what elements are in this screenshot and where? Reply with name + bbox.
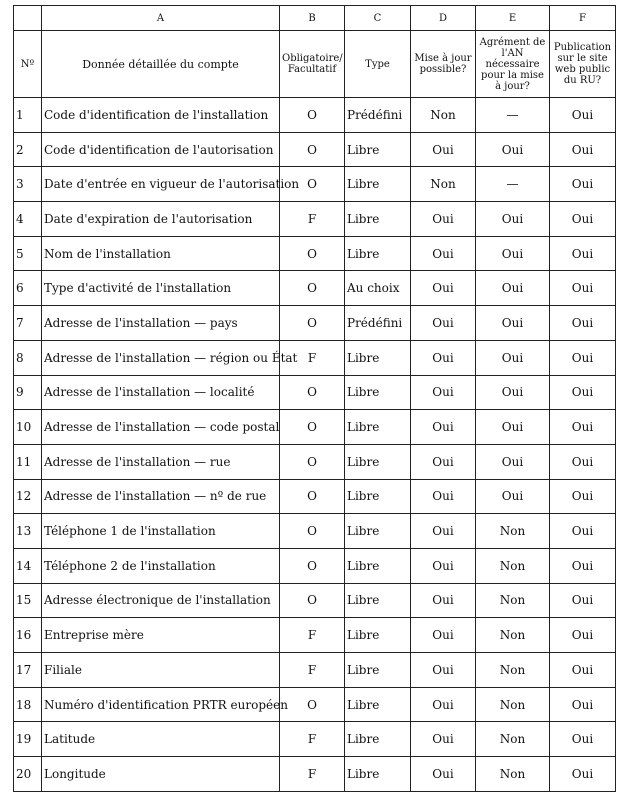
account-detail-cell: Nom de l'installation bbox=[42, 236, 280, 271]
approval-required-cell: Non bbox=[476, 514, 550, 549]
row-number: 15 bbox=[14, 583, 42, 618]
account-detail-cell: Adresse de l'installation — région ou État bbox=[42, 340, 280, 375]
header-approval-required: Agrément de l'AN nécessaire pour la mise à jour? bbox=[476, 31, 550, 98]
approval-required-cell: Oui bbox=[476, 271, 550, 306]
column-letter: C bbox=[345, 6, 411, 31]
publication-cell: Oui bbox=[550, 167, 616, 202]
row-number: 12 bbox=[14, 479, 42, 514]
update-possible-cell: Oui bbox=[411, 757, 476, 792]
account-detail-cell: Adresse de l'installation — localité bbox=[42, 375, 280, 410]
table-row bbox=[14, 479, 616, 514]
header-type: Type bbox=[345, 31, 411, 98]
mandatory-optional-cell: F bbox=[280, 202, 345, 237]
update-possible-cell: Non bbox=[411, 98, 476, 133]
mandatory-optional-cell: O bbox=[280, 479, 345, 514]
approval-required-cell: Non bbox=[476, 687, 550, 722]
column-letter: E bbox=[476, 6, 550, 31]
type-cell: Libre bbox=[345, 514, 411, 549]
table-row bbox=[14, 410, 616, 445]
mandatory-optional-cell: O bbox=[280, 444, 345, 479]
row-number: 5 bbox=[14, 236, 42, 271]
publication-cell: Oui bbox=[550, 722, 616, 757]
publication-cell: Oui bbox=[550, 618, 616, 653]
publication-cell: Oui bbox=[550, 98, 616, 133]
approval-required-cell: Oui bbox=[476, 236, 550, 271]
account-detail-cell: Type d'activité de l'installation bbox=[42, 271, 280, 306]
type-cell: Libre bbox=[345, 618, 411, 653]
approval-required-cell: Oui bbox=[476, 202, 550, 237]
mandatory-optional-cell: O bbox=[280, 132, 345, 167]
account-detail-cell: Adresse de l'installation — pays bbox=[42, 306, 280, 341]
type-cell: Prédéfini bbox=[345, 306, 411, 341]
approval-required-cell: Non bbox=[476, 757, 550, 792]
table-body bbox=[14, 98, 616, 792]
row-number: 6 bbox=[14, 271, 42, 306]
mandatory-optional-cell: O bbox=[280, 687, 345, 722]
column-header-row bbox=[14, 31, 616, 98]
header-mandatory-optional: Obligatoire/ Facultatif bbox=[280, 31, 345, 98]
account-detail-cell: Date d'expiration de l'autorisation bbox=[42, 202, 280, 237]
row-number: 4 bbox=[14, 202, 42, 237]
mandatory-optional-cell: O bbox=[280, 548, 345, 583]
account-detail-cell: Adresse de l'installation — code postal bbox=[42, 410, 280, 445]
table-row bbox=[14, 618, 616, 653]
account-detail-cell: Latitude bbox=[42, 722, 280, 757]
approval-required-cell: Oui bbox=[476, 375, 550, 410]
row-number: 11 bbox=[14, 444, 42, 479]
account-detail-cell: Code d'identification de l'autorisation bbox=[42, 132, 280, 167]
type-cell: Libre bbox=[345, 340, 411, 375]
approval-required-cell: Non bbox=[476, 548, 550, 583]
publication-cell: Oui bbox=[550, 375, 616, 410]
table-row bbox=[14, 375, 616, 410]
table-row bbox=[14, 687, 616, 722]
column-letter: A bbox=[42, 6, 280, 31]
approval-required-cell: Oui bbox=[476, 444, 550, 479]
row-number: 10 bbox=[14, 410, 42, 445]
table-row bbox=[14, 202, 616, 237]
mandatory-optional-cell: O bbox=[280, 98, 345, 133]
update-possible-cell: Oui bbox=[411, 479, 476, 514]
table-row bbox=[14, 306, 616, 341]
column-letter-row bbox=[14, 6, 616, 31]
mandatory-optional-cell: O bbox=[280, 271, 345, 306]
publication-cell: Oui bbox=[550, 202, 616, 237]
account-detail-cell: Téléphone 1 de l'installation bbox=[42, 514, 280, 549]
type-cell: Libre bbox=[345, 132, 411, 167]
table-row bbox=[14, 548, 616, 583]
row-number: 9 bbox=[14, 375, 42, 410]
update-possible-cell: Oui bbox=[411, 202, 476, 237]
mandatory-optional-cell: F bbox=[280, 618, 345, 653]
type-cell: Libre bbox=[345, 479, 411, 514]
row-number: 7 bbox=[14, 306, 42, 341]
publication-cell: Oui bbox=[550, 306, 616, 341]
account-detail-cell: Date d'entrée en vigueur de l'autorisation bbox=[42, 167, 280, 202]
publication-cell: Oui bbox=[550, 583, 616, 618]
column-letter: B bbox=[280, 6, 345, 31]
mandatory-optional-cell: F bbox=[280, 653, 345, 688]
column-letter: D bbox=[411, 6, 476, 31]
publication-cell: Oui bbox=[550, 653, 616, 688]
table-row bbox=[14, 583, 616, 618]
type-cell: Libre bbox=[345, 722, 411, 757]
update-possible-cell: Non bbox=[411, 167, 476, 202]
row-number: 2 bbox=[14, 132, 42, 167]
mandatory-optional-cell: O bbox=[280, 236, 345, 271]
table-row bbox=[14, 167, 616, 202]
type-cell: Libre bbox=[345, 687, 411, 722]
update-possible-cell: Oui bbox=[411, 548, 476, 583]
approval-required-cell: Non bbox=[476, 618, 550, 653]
mandatory-optional-cell: O bbox=[280, 306, 345, 341]
type-cell: Libre bbox=[345, 444, 411, 479]
table-row bbox=[14, 236, 616, 271]
approval-required-cell: — bbox=[476, 98, 550, 133]
account-detail-cell: Entreprise mère bbox=[42, 618, 280, 653]
type-cell: Libre bbox=[345, 653, 411, 688]
account-detail-cell: Adresse de l'installation — rue bbox=[42, 444, 280, 479]
update-possible-cell: Oui bbox=[411, 618, 476, 653]
approval-required-cell: Non bbox=[476, 653, 550, 688]
update-possible-cell: Oui bbox=[411, 236, 476, 271]
table-row bbox=[14, 757, 616, 792]
publication-cell: Oui bbox=[550, 236, 616, 271]
header-update-possible: Mise à jour possible? bbox=[411, 31, 476, 98]
row-number: 3 bbox=[14, 167, 42, 202]
publication-cell: Oui bbox=[550, 132, 616, 167]
type-cell: Au choix bbox=[345, 271, 411, 306]
header-no: Nº bbox=[14, 31, 42, 98]
row-number: 1 bbox=[14, 98, 42, 133]
row-number: 8 bbox=[14, 340, 42, 375]
update-possible-cell: Oui bbox=[411, 722, 476, 757]
update-possible-cell: Oui bbox=[411, 444, 476, 479]
table-row bbox=[14, 514, 616, 549]
account-detail-cell: Filiale bbox=[42, 653, 280, 688]
mandatory-optional-cell: O bbox=[280, 410, 345, 445]
approval-required-cell: Non bbox=[476, 583, 550, 618]
type-cell: Libre bbox=[345, 167, 411, 202]
row-number: 16 bbox=[14, 618, 42, 653]
type-cell: Libre bbox=[345, 757, 411, 792]
account-detail-cell: Numéro d'identification PRTR européen bbox=[42, 687, 280, 722]
publication-cell: Oui bbox=[550, 479, 616, 514]
update-possible-cell: Oui bbox=[411, 410, 476, 445]
update-possible-cell: Oui bbox=[411, 514, 476, 549]
account-detail-cell: Adresse de l'installation — nº de rue bbox=[42, 479, 280, 514]
column-letter: F bbox=[550, 6, 616, 31]
account-detail-cell: Code d'identification de l'installation bbox=[42, 98, 280, 133]
account-details-table bbox=[13, 5, 616, 792]
approval-required-cell: Non bbox=[476, 722, 550, 757]
publication-cell: Oui bbox=[550, 410, 616, 445]
table-row bbox=[14, 653, 616, 688]
update-possible-cell: Oui bbox=[411, 306, 476, 341]
header-public-publication: Publication sur le site web public du RU? bbox=[550, 31, 616, 98]
header-account-detail: Donnée détaillée du compte bbox=[42, 31, 280, 98]
type-cell: Libre bbox=[345, 410, 411, 445]
account-detail-cell: Longitude bbox=[42, 757, 280, 792]
approval-required-cell: Oui bbox=[476, 340, 550, 375]
approval-required-cell: Oui bbox=[476, 132, 550, 167]
table-row bbox=[14, 132, 616, 167]
mandatory-optional-cell: O bbox=[280, 583, 345, 618]
publication-cell: Oui bbox=[550, 757, 616, 792]
update-possible-cell: Oui bbox=[411, 583, 476, 618]
approval-required-cell: Oui bbox=[476, 479, 550, 514]
publication-cell: Oui bbox=[550, 514, 616, 549]
column-letter bbox=[14, 6, 42, 31]
publication-cell: Oui bbox=[550, 548, 616, 583]
table-row bbox=[14, 340, 616, 375]
update-possible-cell: Oui bbox=[411, 653, 476, 688]
mandatory-optional-cell: O bbox=[280, 167, 345, 202]
table-row bbox=[14, 444, 616, 479]
type-cell: Libre bbox=[345, 236, 411, 271]
mandatory-optional-cell: O bbox=[280, 514, 345, 549]
table-row bbox=[14, 98, 616, 133]
approval-required-cell: Oui bbox=[476, 306, 550, 341]
update-possible-cell: Oui bbox=[411, 132, 476, 167]
account-detail-cell: Adresse électronique de l'installation bbox=[42, 583, 280, 618]
account-detail-cell: Téléphone 2 de l'installation bbox=[42, 548, 280, 583]
table-row bbox=[14, 722, 616, 757]
publication-cell: Oui bbox=[550, 340, 616, 375]
type-cell: Libre bbox=[345, 583, 411, 618]
row-number: 18 bbox=[14, 687, 42, 722]
mandatory-optional-cell: O bbox=[280, 375, 345, 410]
publication-cell: Oui bbox=[550, 271, 616, 306]
type-cell: Libre bbox=[345, 548, 411, 583]
type-cell: Libre bbox=[345, 375, 411, 410]
approval-required-cell: Oui bbox=[476, 410, 550, 445]
update-possible-cell: Oui bbox=[411, 687, 476, 722]
update-possible-cell: Oui bbox=[411, 375, 476, 410]
mandatory-optional-cell: F bbox=[280, 722, 345, 757]
row-number: 14 bbox=[14, 548, 42, 583]
approval-required-cell: — bbox=[476, 167, 550, 202]
type-cell: Prédéfini bbox=[345, 98, 411, 133]
row-number: 13 bbox=[14, 514, 42, 549]
update-possible-cell: Oui bbox=[411, 340, 476, 375]
type-cell: Libre bbox=[345, 202, 411, 237]
publication-cell: Oui bbox=[550, 687, 616, 722]
row-number: 19 bbox=[14, 722, 42, 757]
update-possible-cell: Oui bbox=[411, 271, 476, 306]
mandatory-optional-cell: F bbox=[280, 757, 345, 792]
row-number: 20 bbox=[14, 757, 42, 792]
mandatory-optional-cell: F bbox=[280, 340, 345, 375]
publication-cell: Oui bbox=[550, 444, 616, 479]
table-row bbox=[14, 271, 616, 306]
row-number: 17 bbox=[14, 653, 42, 688]
